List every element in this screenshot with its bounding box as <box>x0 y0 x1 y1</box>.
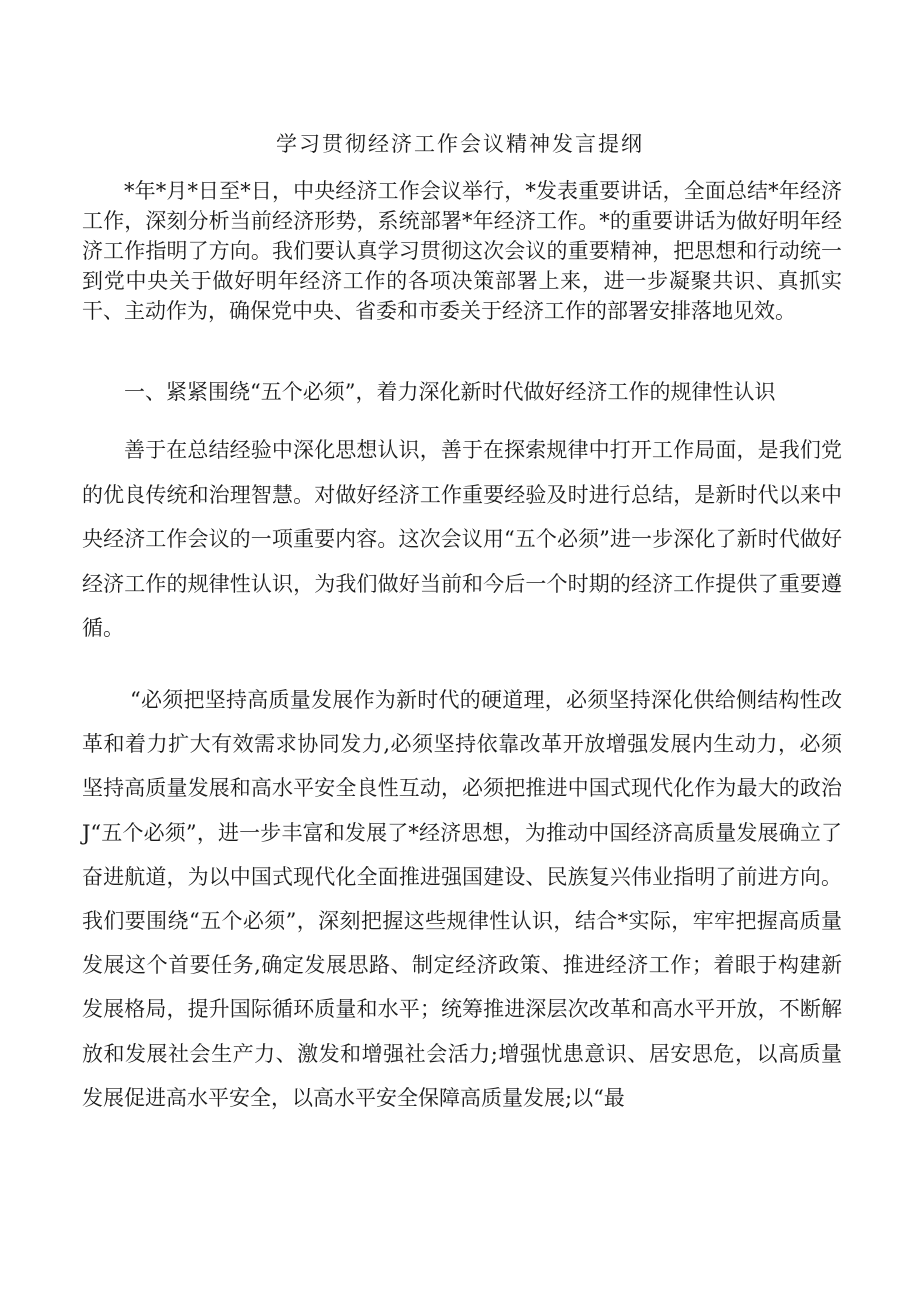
document-title: 学习贯彻经济工作会议精神发言提纲 <box>276 132 644 156</box>
body-paragraph: “必须把坚持高质量发展作为新时代的硬道理，必须坚持深化供给侧结构性改革和着力扩大有效需求协同发力,必须坚持依靠改革开放增强发展内生动力，必须坚持高质量发展和高水平安全良性互动，必须把推进中国式现代化作为最大的政治J“五个必须”，进一步丰富和发展了*经济思想，为推动中国经济高质量发展确立了奋进航道，为以中国式现代化全面推进强国建设、民族复兴伟业指明了前进方向。我们要围绕“五个必须”，深刻把握这些规律性认识，结合*实际，牢牢把握高质量发展这个首要任务,确定发展思路、制定经济政策、推进经济工作；着眼于构建新发展格局，提升国际循环质量和水平；统筹推进深层次改革和高水平开放，不断解放和发展社会生产力、激发和增强社会活力;增强忧患意识、居安思危，以高质量发展促进高水平安全，以高水平安全保障高质量发展;以“最 <box>82 688 842 1110</box>
body-paragraph: 善于在总结经验中深化思想认识，善于在探索规律中打开工作局面，是我们党的优良传统和治理智慧。对做好经济工作重要经验及时进行总结，是新时代以来中央经济工作会议的一项重要内容。这次会议用“五个必须”进一步深化了新时代做好经济工作的规律性认识，为我们做好当前和今后一个时期的经济工作提供了重要遵循。 <box>82 438 842 640</box>
section-heading: 一、紧紧围绕“五个必须”，着力深化新时代做好经济工作的规律性认识 <box>124 380 776 404</box>
intro-paragraph: *年*月*日至*日，中央经济工作会议举行，*发表重要讲话，全面总结*年经济工作，深刻分析当前经济形势，系统部署*年经济工作。*的重要讲话为做好明年经济工作指明了方向。我们要认真学习贯彻这次会议的重要精神，把思想和行动统一到党中央关于做好明年经济工作的各项决策部署上来，进一步凝聚共识、真抓实干、主动作为，确保党中央、省委和市委关于经济工作的部署安排落地见效。 <box>82 179 842 323</box>
